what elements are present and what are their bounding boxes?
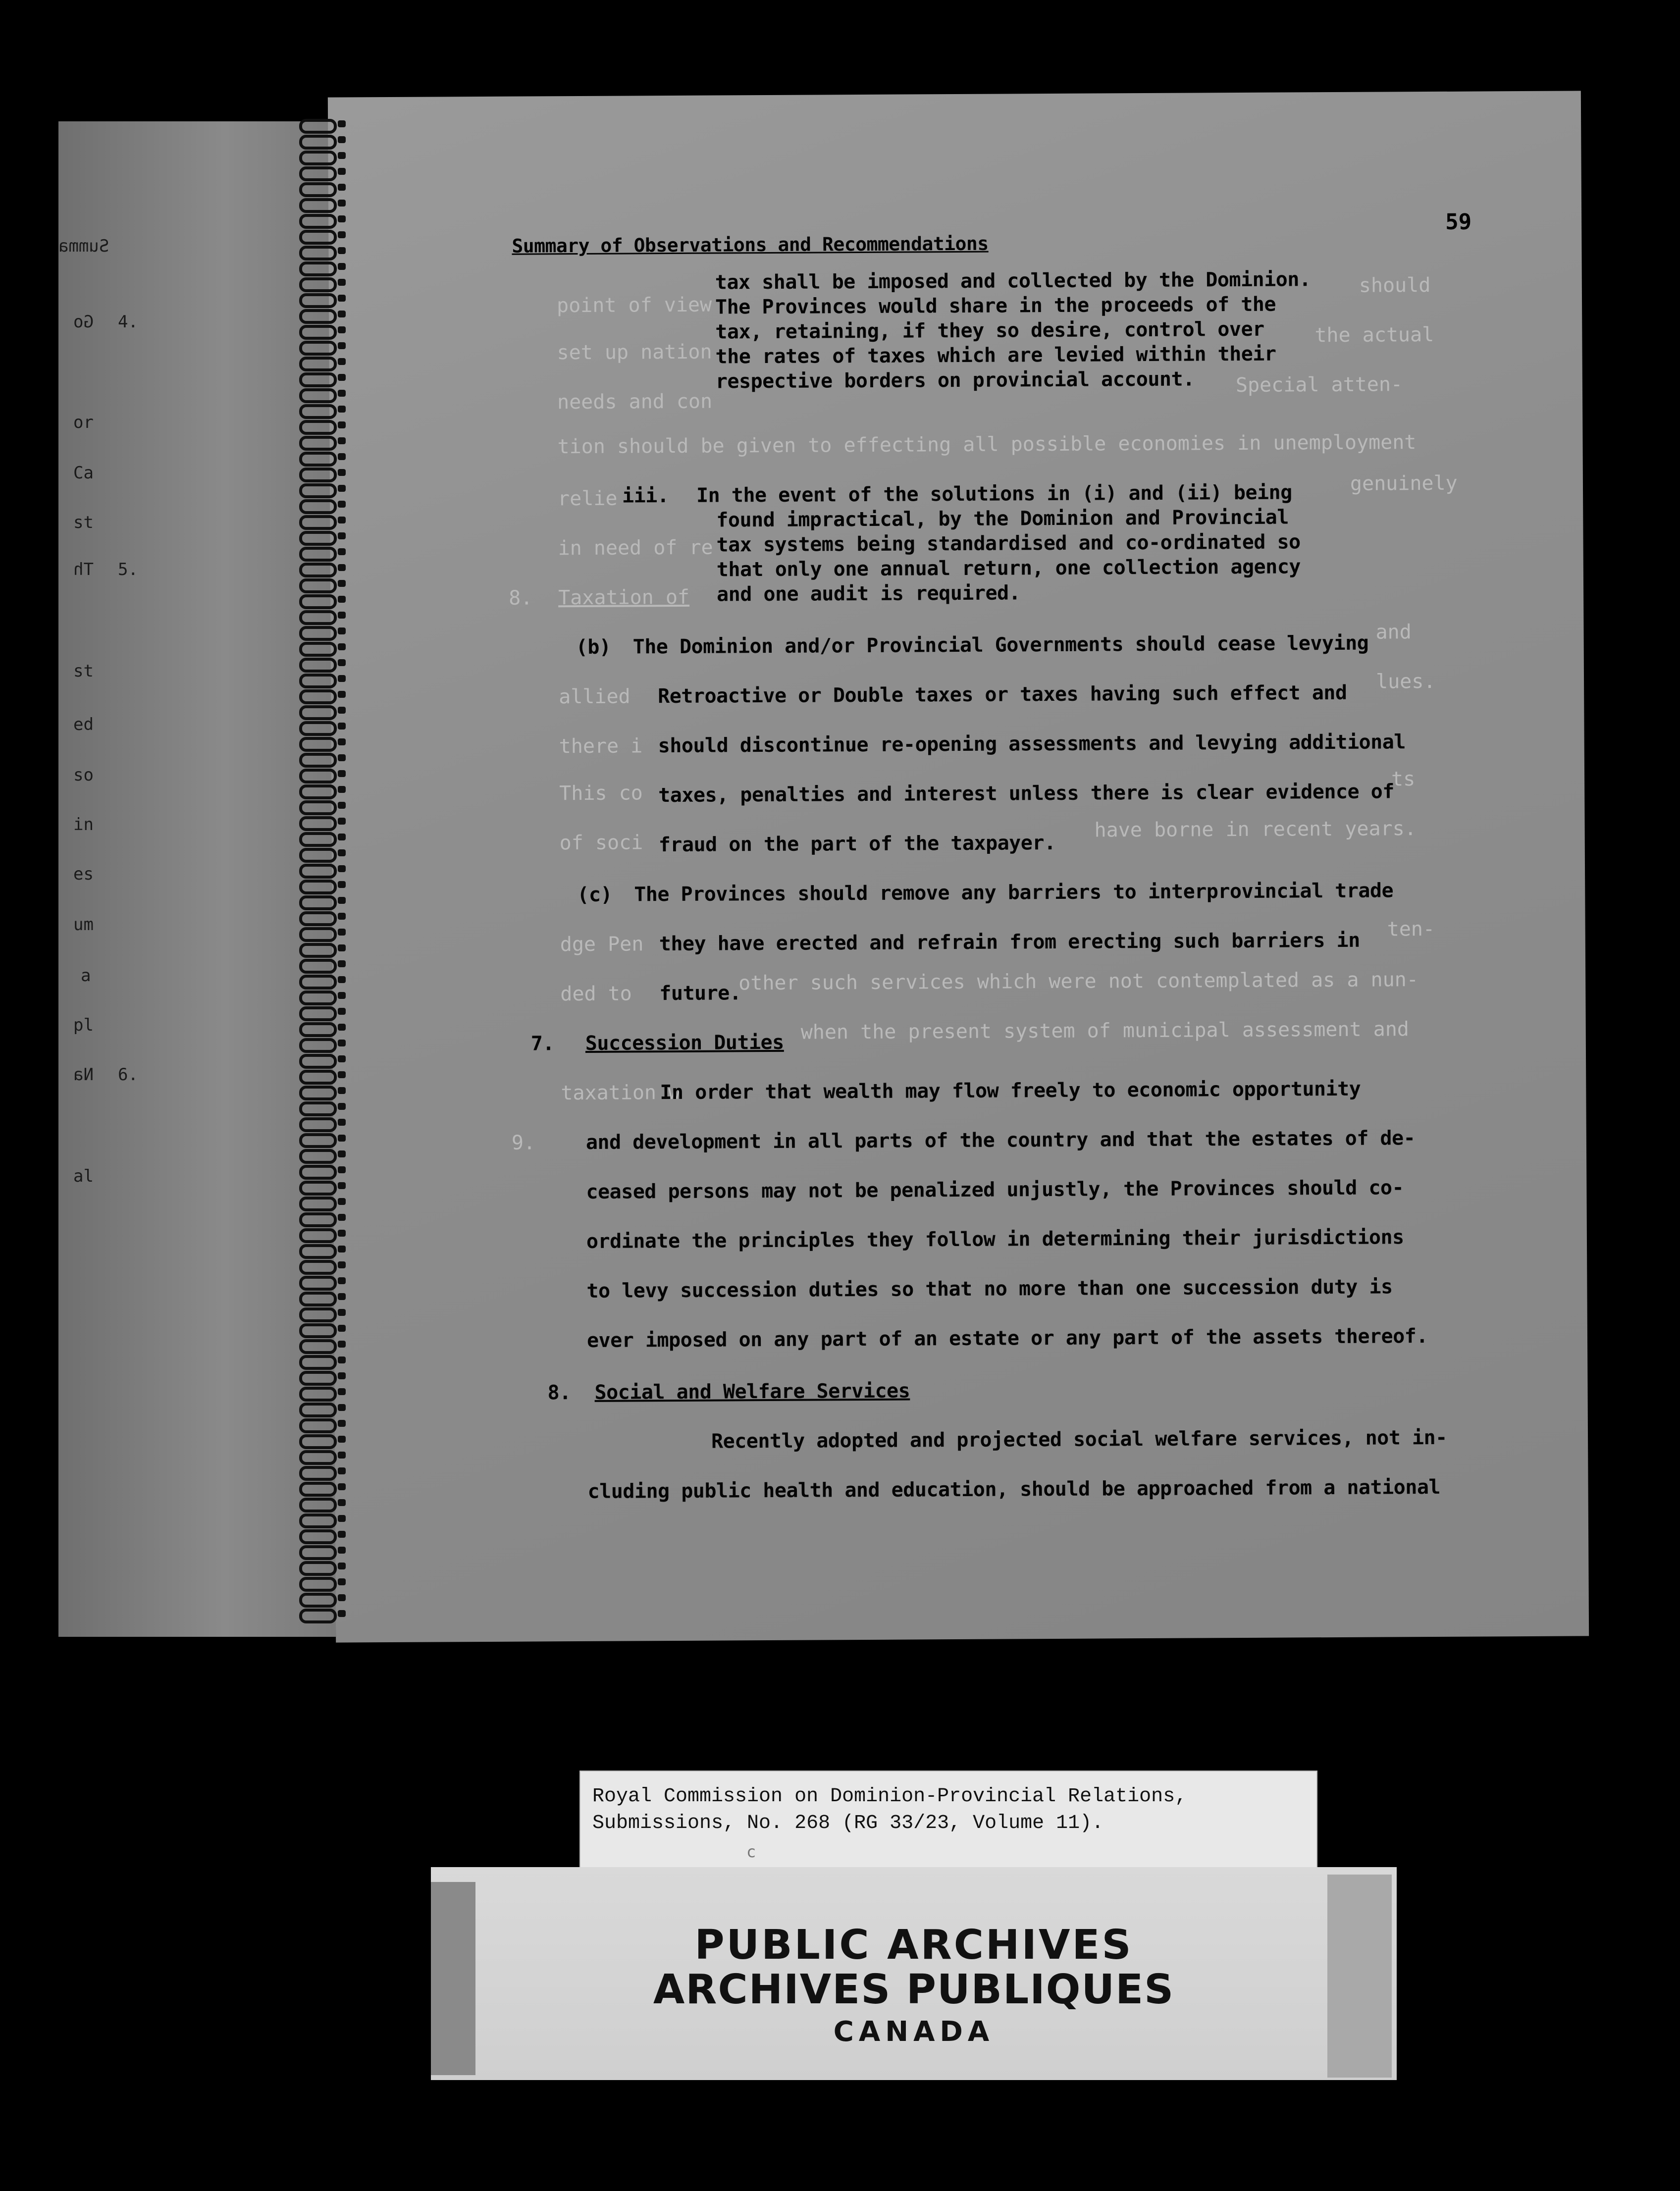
- spiral-coil: [295, 388, 350, 399]
- spiral-coil: [295, 1022, 350, 1033]
- bleed-text: ten-: [1387, 917, 1435, 941]
- section-heading: Social and Welfare Services: [594, 1379, 910, 1404]
- text-line: the rates of taxes which are levied within their: [715, 342, 1276, 368]
- spiral-coil: [295, 309, 350, 320]
- spiral-coil: [295, 880, 350, 890]
- spiral-coil: [295, 1070, 350, 1081]
- spiral-coil: [295, 1561, 350, 1572]
- spiral-coil: [295, 1593, 350, 1604]
- left-page-fragment: Th: [73, 560, 94, 579]
- spiral-coil: [295, 848, 350, 859]
- text-line: that only one annual return, one collection agency: [716, 555, 1301, 581]
- spiral-coil: [295, 1165, 350, 1176]
- spiral-coil: [295, 1228, 350, 1239]
- bleed-text: Taxation of: [558, 585, 690, 610]
- text-line: tax, retaining, if they so desire, control over: [715, 317, 1264, 344]
- bleed-text: taxation w: [561, 1081, 681, 1105]
- spiral-coil: [295, 800, 350, 811]
- bleed-text: ded to: [560, 982, 632, 1006]
- document-page: [328, 91, 1589, 1642]
- bleed-text: other such services which were not contemplated as a nun-: [738, 968, 1419, 995]
- bleed-text: tion should be given to effecting all possible economies in unemployment: [557, 431, 1417, 459]
- bleed-text: Special atten-: [1235, 373, 1403, 397]
- spiral-coil: [295, 1371, 350, 1382]
- spiral-coil: [295, 1355, 350, 1366]
- stamp-line: PUBLIC ARCHIVES: [694, 1922, 1133, 1969]
- text-line: taxes, penalties and interest unless there is clear evidence of: [658, 780, 1395, 807]
- left-page-fragment: a: [81, 966, 91, 986]
- section-number: 7.: [530, 1032, 555, 1055]
- spiral-coil: [295, 1466, 350, 1477]
- bleed-text: set up nation: [557, 340, 712, 365]
- spiral-coil: [295, 436, 350, 447]
- spiral-coil: [295, 277, 350, 288]
- spiral-coil: [295, 864, 350, 875]
- left-page-fragment: in: [73, 815, 94, 835]
- spiral-coil: [295, 895, 350, 906]
- stamp-edge: [431, 1882, 475, 2075]
- spiral-coil: [295, 293, 350, 304]
- text-line: ordinate the principles they follow in determining their jurisdictions: [586, 1226, 1404, 1253]
- spiral-coil: [295, 737, 350, 748]
- spiral-coil: [295, 674, 350, 684]
- public-archives-stamp: [431, 1867, 1397, 2080]
- left-page-fragment: 4.: [118, 312, 138, 332]
- spiral-coil: [295, 610, 350, 621]
- spiral-coil: [295, 1276, 350, 1287]
- text-line: tax systems being standardised and co-ordinated so: [716, 530, 1301, 557]
- page-number: 59: [1445, 209, 1472, 235]
- spiral-coil: [295, 261, 350, 272]
- left-page-fragment: Ca: [73, 463, 94, 483]
- spiral-coil: [295, 1434, 350, 1445]
- spiral-coil: [295, 642, 350, 653]
- text-line: tax shall be imposed and collected by the Dominion.: [715, 268, 1311, 294]
- citation-line: Royal Commission on Dominion-Provincial Relations,: [592, 1785, 1187, 1808]
- spiral-coil: [295, 357, 350, 367]
- text-line: should discontinue re-opening assessments and levying additional: [658, 730, 1406, 758]
- spiral-coil: [295, 1387, 350, 1398]
- spiral-coil: [295, 721, 350, 732]
- text-line: Recently adopted and projected social welfare services, not in-: [711, 1426, 1447, 1453]
- item-marker: (b): [576, 635, 611, 659]
- stamp-line: CANADA: [833, 2016, 995, 2048]
- spiral-coil: [295, 198, 350, 209]
- spiral-coil: [295, 626, 350, 637]
- left-page-fragment: al: [73, 1166, 94, 1186]
- spiral-coil: [295, 975, 350, 986]
- text-line: future.: [659, 982, 741, 1005]
- text-line: ceased persons may not be penalized unjustly, the Provinces should co-: [586, 1176, 1404, 1203]
- spiral-coil: [295, 166, 350, 177]
- text-line: respective borders on provincial account.: [715, 367, 1195, 393]
- left-page-fragment: st: [73, 661, 94, 681]
- spiral-coil: [295, 151, 350, 161]
- spiral-coil: [295, 911, 350, 922]
- spiral-coil: [295, 705, 350, 716]
- spiral-coil: [295, 1403, 350, 1413]
- section-number: 8.: [547, 1381, 571, 1405]
- bleed-text: relie: [557, 487, 618, 511]
- spiral-coil: [295, 182, 350, 193]
- spiral-coil: [295, 594, 350, 605]
- item-marker: (c): [577, 883, 613, 907]
- left-page-fragment: pl: [73, 1015, 94, 1035]
- spiral-coil: [295, 119, 350, 130]
- text-line: to levy succession duties so that no more than one succession duty is: [586, 1275, 1393, 1303]
- text-line: The Provinces would share in the proceeds of the: [715, 293, 1276, 319]
- text-line: cluding public health and education, should be approached from a national: [587, 1475, 1441, 1503]
- spiral-coil: [295, 1086, 350, 1096]
- left-page-fragment: um: [73, 915, 94, 935]
- spiral-coil: [295, 483, 350, 494]
- spiral-coil: [295, 246, 350, 257]
- spiral-coil: [295, 1212, 350, 1223]
- left-page-fragment: ed: [73, 715, 94, 734]
- bleed-text: have borne in recent years.: [1094, 817, 1417, 842]
- spiral-coil: [295, 1006, 350, 1017]
- spiral-coil: [295, 1482, 350, 1493]
- left-page-fragment: st: [73, 513, 94, 532]
- spiral-coil: [295, 547, 350, 558]
- spiral-coil: [295, 658, 350, 669]
- spiral-coil: [295, 1054, 350, 1065]
- subsection-numeral: iii.: [622, 484, 669, 508]
- text-line: fraud on the part of the taxpayer.: [658, 831, 1056, 857]
- spiral-coil: [295, 325, 350, 336]
- bleed-text: allied: [559, 685, 630, 709]
- spiral-coil: [295, 1577, 350, 1588]
- left-page-fragment: 5.: [118, 560, 138, 579]
- spiral-coil: [295, 1529, 350, 1540]
- spiral-coil: [295, 531, 350, 542]
- spiral-coil: [295, 372, 350, 383]
- spiral-coil: [295, 784, 350, 795]
- spiral-coil: [295, 1418, 350, 1429]
- spiral-coil: [295, 563, 350, 574]
- spiral-coil: [295, 468, 350, 478]
- spiral-coil: [295, 1292, 350, 1303]
- spiral-coil: [295, 991, 350, 1001]
- text-line: In order that wealth may flow freely to economic opportunity: [660, 1077, 1361, 1104]
- bleed-text: of soci: [559, 831, 643, 855]
- spiral-coil: [295, 1450, 350, 1461]
- spiral-coil: [295, 420, 350, 431]
- spiral-coil: [295, 832, 350, 843]
- spiral-coil: [295, 1197, 350, 1207]
- spiral-coil: [295, 1307, 350, 1318]
- text-line: In the event of the solutions in (i) and (ii) being: [696, 481, 1292, 507]
- bleed-text: and: [1375, 621, 1412, 644]
- bleed-text: there i: [559, 734, 643, 758]
- bleed-text: genuinely: [1350, 471, 1458, 495]
- spiral-coil: [295, 1101, 350, 1112]
- bleed-text: the actual: [1314, 323, 1434, 347]
- text-line: ever imposed on any part of an estate or any part of the assets thereof.: [586, 1325, 1428, 1352]
- spiral-coil: [295, 1513, 350, 1524]
- spiral-coil: [295, 1545, 350, 1556]
- bleed-text: needs and con: [557, 390, 713, 414]
- left-page-fragment: Go: [73, 312, 94, 332]
- left-page-fragment: Na: [73, 1065, 94, 1085]
- spiral-coil: [295, 959, 350, 970]
- spiral-coil: [295, 341, 350, 352]
- spiral-coil: [295, 1609, 350, 1619]
- bleed-text: lues.: [1375, 670, 1436, 693]
- spiral-coil: [295, 578, 350, 589]
- spiral-coil: [295, 1038, 350, 1049]
- citation-line: Submissions, No. 268 (RG 33/23, Volume 11).: [592, 1812, 1104, 1834]
- bleed-text: 8.: [509, 586, 533, 610]
- spiral-coil: [295, 1498, 350, 1509]
- text-line: Retroactive or Double taxes or taxes having such effect and: [658, 681, 1347, 708]
- text-line: they have erected and refrain from erecting such barriers in: [659, 929, 1360, 956]
- spiral-coil: [295, 1181, 350, 1192]
- spiral-coil: [295, 452, 350, 463]
- spiral-coil: [295, 1117, 350, 1128]
- text-line: found impractical, by the Dominion and Provincial: [716, 506, 1289, 532]
- spiral-coil: [295, 1323, 350, 1334]
- bleed-text: in need of re: [558, 536, 713, 560]
- spiral-coil: [295, 135, 350, 146]
- left-page-fragment: so: [73, 765, 94, 785]
- spiral-coil: [295, 499, 350, 510]
- bleed-text: should: [1359, 273, 1431, 297]
- left-page-fragment: Summa: [58, 236, 109, 256]
- spiral-coil: [295, 1149, 350, 1160]
- bleed-text: dge Pen: [560, 933, 644, 956]
- handwritten-mark: c: [746, 1842, 756, 1861]
- bleed-text: ts: [1391, 768, 1416, 791]
- spiral-coil: [295, 230, 350, 241]
- text-line: and one audit is required.: [716, 581, 1021, 606]
- spiral-coil: [295, 927, 350, 938]
- spiral-binding: [295, 119, 355, 1639]
- left-page-fragment: es: [73, 864, 94, 884]
- bleed-text: This co: [559, 782, 643, 805]
- spiral-coil: [295, 1133, 350, 1144]
- spiral-coil: [295, 214, 350, 225]
- spiral-coil: [295, 515, 350, 526]
- citation-label: [579, 1771, 1317, 1874]
- bleed-text: 9.: [511, 1131, 536, 1154]
- text-line: The Provinces should remove any barriers to interprovincial trade: [634, 879, 1394, 906]
- spiral-coil: [295, 1339, 350, 1350]
- spiral-coil: [295, 689, 350, 700]
- spiral-coil: [295, 943, 350, 954]
- stamp-line: ARCHIVES PUBLIQUES: [653, 1966, 1175, 2013]
- spiral-coil: [295, 769, 350, 780]
- section-heading: Succession Duties: [585, 1031, 784, 1055]
- left-facing-page: [58, 121, 336, 1637]
- left-page-fragment: 6.: [118, 1065, 138, 1085]
- page-header: Summary of Observations and Recommendations: [512, 232, 989, 257]
- bleed-text: when the present system of municipal assessment and: [800, 1018, 1410, 1044]
- text-line: and development in all parts of the country and that the estates of de-: [585, 1127, 1416, 1154]
- spiral-coil: [295, 1260, 350, 1271]
- text-line: The Dominion and/or Provincial Governments should cease levying: [632, 631, 1369, 659]
- spiral-coil: [295, 816, 350, 827]
- spiral-coil: [295, 753, 350, 764]
- stamp-tab: [1327, 1875, 1392, 2078]
- spiral-coil: [295, 404, 350, 415]
- left-page-fragment: or: [73, 413, 94, 432]
- spiral-coil: [295, 1244, 350, 1255]
- bleed-text: point of view: [556, 293, 712, 317]
